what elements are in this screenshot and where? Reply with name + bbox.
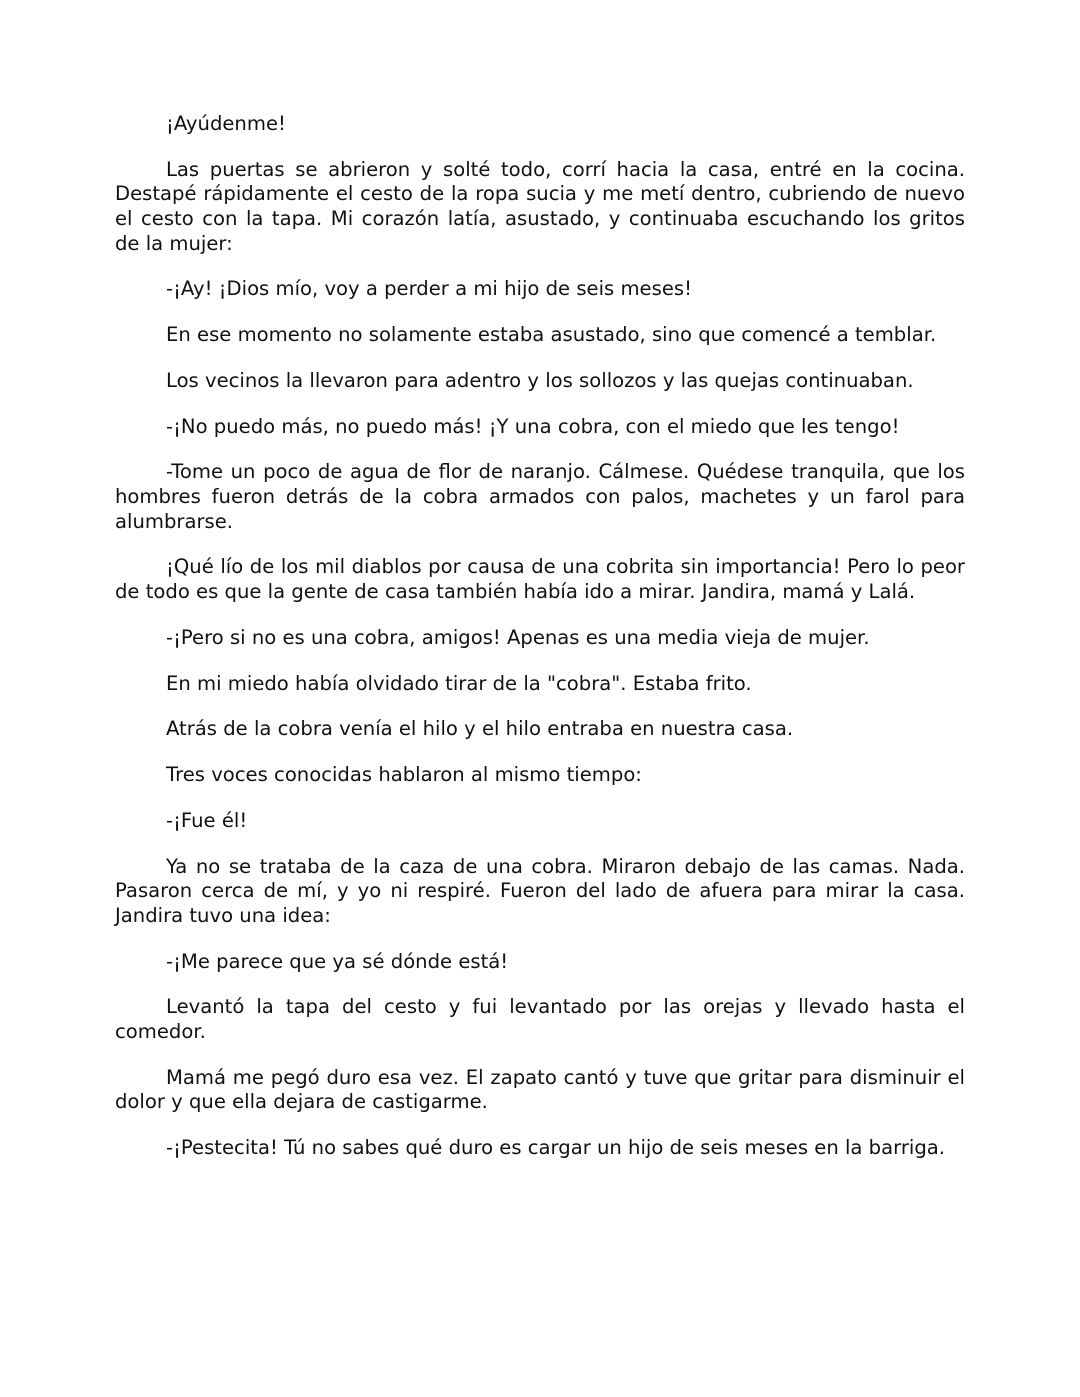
paragraph: -¡Ay! ¡Dios mío, voy a perder a mi hijo de seis meses! bbox=[166, 277, 692, 301]
paragraph: -¡Me parece que ya sé dónde está! bbox=[166, 949, 509, 973]
paragraph: -¡Pero si no es una cobra, amigos! Apenas es una media vieja de mujer. bbox=[166, 625, 870, 649]
paragraph: -Tome un poco de agua de flor de naranjo. Cálmese. Quédese tranquila, que los hombres fueron detrás de la cobra armados con palos, machetes y un farol para alumbrarse. bbox=[115, 460, 965, 533]
paragraph: ¡Ayúdenme! bbox=[166, 112, 286, 135]
paragraph: Atrás de la cobra venía el hilo y el hilo entraba en nuestra casa. bbox=[166, 717, 794, 741]
paragraph: Las puertas se abrieron y solté todo, corrí hacia la casa, entré en la cocina. Destapé rápidamente el cesto de la ropa sucia y me metí dentro, cubriendo de nuevo el cesto con la tapa. Mi corazón latía, asustado, y continuaba escuchando los gritos de la mujer: bbox=[115, 157, 965, 255]
paragraph: Levantó la tapa del cesto y fui levantado por las orejas y llevado hasta el comedor. bbox=[115, 995, 965, 1044]
paragraph: Ya no se trataba de la caza de una cobra. Miraron debajo de las camas. Nada. Pasaron cerca de mí, y yo ni respiré. Fueron del lado de afuera para mirar la casa. Jandira tuvo una idea: bbox=[115, 854, 965, 927]
paragraph: Mamá me pegó duro esa vez. El zapato cantó y tuve que gritar para disminuir el dolor y que ella dejara de castigarme. bbox=[115, 1065, 965, 1114]
paragraph: En mi miedo había olvidado tirar de la "cobra". Estaba frito. bbox=[166, 671, 752, 695]
paragraph: Los vecinos la llevaron para adentro y los sollozos y las quejas continuaban. bbox=[166, 368, 914, 392]
paragraph: Tres voces conocidas hablaron al mismo tiempo: bbox=[166, 763, 642, 787]
paragraph: En ese momento no solamente estaba asustado, sino que comencé a temblar. bbox=[166, 323, 937, 347]
paragraph: -¡No puedo más, no puedo más! ¡Y una cobra, con el miedo que les tengo! bbox=[166, 414, 900, 438]
paragraph: -¡Fue él! bbox=[166, 808, 248, 832]
document-page bbox=[115, 112, 965, 1182]
paragraph: -¡Pestecita! Tú no sabes qué duro es cargar un hijo de seis meses en la barriga. bbox=[166, 1136, 945, 1160]
paragraph: ¡Qué lío de los mil diablos por causa de una cobrita sin importancia! Pero lo peor de todo es que la gente de casa también había ido a mirar. Jandira, mamá y Lalá. bbox=[115, 555, 965, 604]
